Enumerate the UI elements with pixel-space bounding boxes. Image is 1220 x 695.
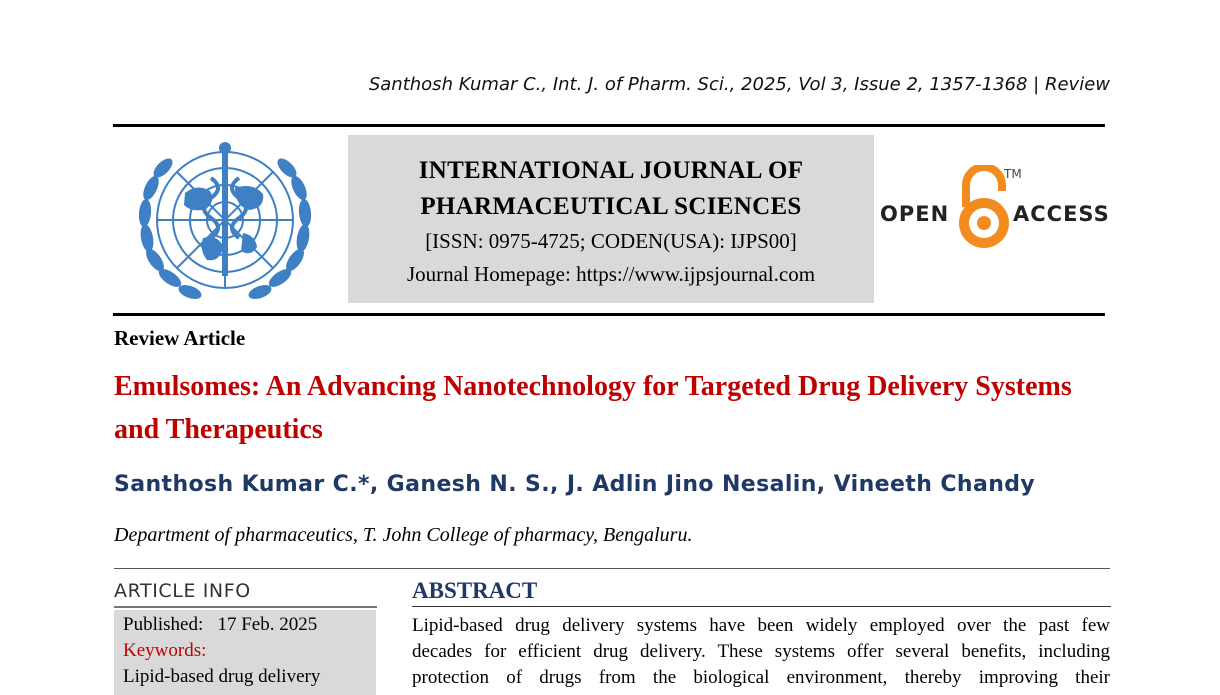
abstract-line: protection of drugs from the biological environment, thereby improving their xyxy=(412,667,1110,688)
abstract-line: decades for efficient drug delivery. These systems offer several benefits, including xyxy=(412,641,1110,662)
journal-issn: [ISSN: 0975-4725; CODEN(USA): IJPS00] xyxy=(425,229,797,253)
author-list: Santhosh Kumar C.*, Ganesh N. S., J. Adlin Jino Nesalin, Vineeth Chandy xyxy=(114,472,1036,497)
journal-homepage: Journal Homepage: https://www.ijpsjournal.com xyxy=(406,262,816,286)
article-info-heading: ARTICLE INFO xyxy=(114,580,251,602)
abstract-body xyxy=(412,613,1110,691)
article-info-rule xyxy=(114,606,377,608)
open-access-open-text: OPEN xyxy=(880,202,950,226)
article-type: Review Article xyxy=(114,326,246,350)
abstract-rule xyxy=(412,606,1111,607)
published-date: Published: 17 Feb. 2025 xyxy=(123,614,318,635)
article-title: Emulsomes: An Advancing Nanotechnology for Targeted Drug Delivery Systems and Therapeutics xyxy=(114,371,1072,445)
header-top-rule xyxy=(113,124,1105,127)
journal-emblem-logo xyxy=(125,138,325,306)
running-citation: Santhosh Kumar C., Int. J. of Pharm. Sci., 2025, Vol 3, Issue 2, 1357-1368 | Review xyxy=(368,74,1110,95)
article-info-box xyxy=(114,610,376,695)
trademark-mark: TM xyxy=(1004,167,1022,181)
open-access-logo xyxy=(880,165,1110,255)
keywords-label: Keywords: xyxy=(123,640,207,661)
keyword-item: Lipid-based drug delivery xyxy=(123,666,321,687)
journal-title-line1: INTERNATIONAL JOURNAL OF xyxy=(418,157,804,184)
journal-masthead xyxy=(348,135,874,303)
journal-title-line2: PHARMACEUTICAL SCIENCES xyxy=(420,193,802,220)
author-affiliation: Department of pharmaceutics, T. John College of pharmacy, Bengaluru. xyxy=(114,524,693,546)
abstract-line: Lipid-based drug delivery systems have been widely employed over the past few xyxy=(412,615,1110,636)
header-bottom-rule xyxy=(113,313,1105,316)
section-divider xyxy=(114,568,1110,569)
abstract-heading: ABSTRACT xyxy=(412,578,538,603)
open-access-access-text: ACCESS xyxy=(1013,202,1110,226)
